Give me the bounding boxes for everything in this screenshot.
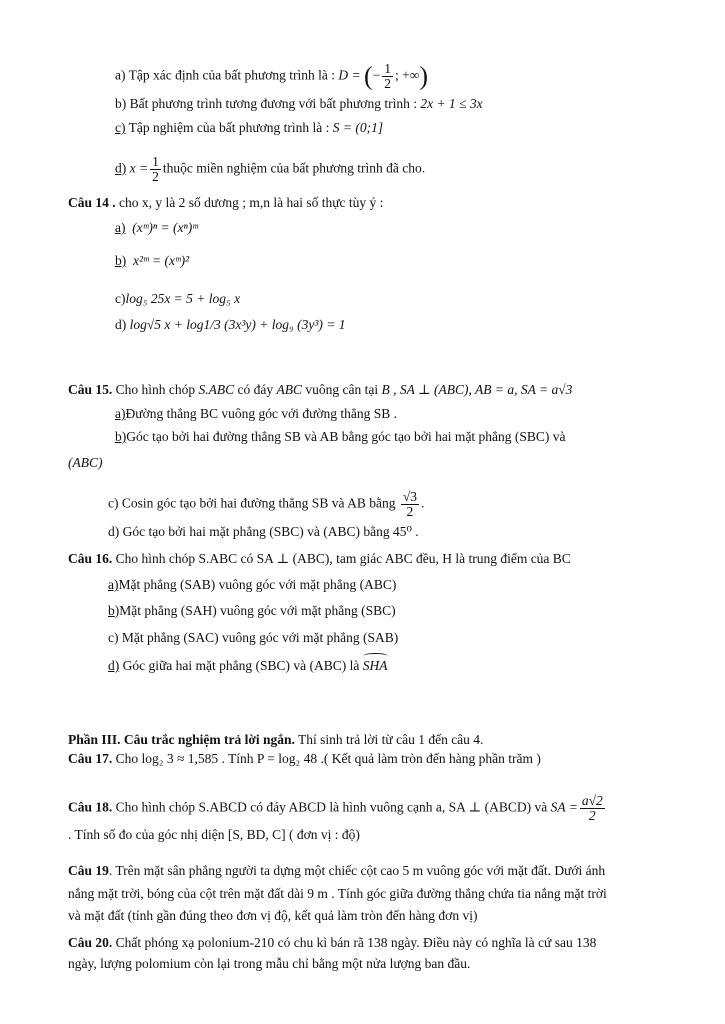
q13-d	[115, 155, 425, 184]
q14-b	[115, 252, 189, 270]
q13-d-num: 1	[152, 154, 159, 169]
q16-c-text: c) Mặt phẳng (SAC) vuông góc với mặt phẳng (SAB)	[108, 630, 399, 645]
q16-d-label: d)	[108, 658, 120, 673]
q15-c: c) Cosin góc tạo bởi hai đường thẳng SB và AB bằng $\frac{√3}{2}$ .	[108, 489, 425, 519]
q19-line1	[68, 862, 605, 880]
q14-text: cho x, y là 2 số dương ; m,n là hai số thực tùy ý :	[119, 195, 384, 210]
q14-b-math: x²ᵐ = (xᵐ)²	[133, 253, 190, 268]
q16-a	[108, 576, 396, 594]
q14-a	[115, 219, 198, 237]
q16-d-angle: SHA	[362, 658, 388, 673]
q14-title: Câu 14 .	[68, 195, 116, 210]
q13-b-text: b) Bất phương trình tương đương với bất phương trình :	[115, 96, 417, 111]
q13-b	[115, 95, 483, 113]
q14-c-math: log₅ 25x = 5 + log₅ x	[125, 291, 241, 306]
q15-a	[115, 405, 397, 423]
q19-line2	[68, 885, 607, 903]
q13-c-math: S = (0;1]	[332, 120, 384, 135]
q20-line1	[68, 934, 596, 952]
q13-a-minus: −	[372, 67, 381, 83]
q15-math2: ABC	[276, 382, 302, 397]
q15-d-text: d) Góc tạo bởi hai mặt phẳng (SBC) và (ABC) bằng 45⁰ .	[108, 524, 419, 539]
q15-a-label: a)	[115, 406, 126, 421]
q14-c	[115, 290, 240, 308]
q19-line3-text: và mặt đất (tính gần đúng theo đơn vị độ, kết quả làm tròn đến hàng đơn vị)	[68, 908, 478, 923]
q15-b-cont	[68, 454, 103, 472]
q14-d-label: d)	[115, 317, 127, 332]
q14-d	[115, 316, 345, 334]
q13-a-post: ; +∞	[395, 67, 420, 83]
q14-d-math: log√5 x + log1/3 (3x³y) + log₉ (3y³) = 1	[129, 317, 346, 332]
q15-c-fraction	[401, 490, 419, 519]
q16-b	[108, 602, 396, 620]
q15-b	[115, 428, 566, 446]
q19-line2-text: nắng mặt trời, bóng của cột trên mặt đất dài 9 m . Tính góc giữa đường thẳng chứa tia nắng mặt trời	[68, 886, 607, 901]
q15-a-text: Đường thẳng BC vuông góc với đường thẳng SB .	[125, 406, 398, 421]
q14-b-label: b)	[115, 253, 127, 268]
q17-title: Câu 17.	[68, 751, 113, 766]
q16-title: Câu 16.	[68, 551, 113, 566]
q13-a-den: 2	[384, 76, 392, 91]
q15-c-text: c) Cosin góc tạo bởi hai đường thẳng SB và AB bằng	[108, 495, 396, 511]
q15-math3: B , SA ⊥ (ABC), AB = a, SA = a√3	[381, 382, 573, 397]
q16-d	[108, 657, 388, 675]
q13-d-fraction	[150, 155, 161, 184]
q15-b-cont-text: (ABC)	[68, 455, 103, 470]
q14-header	[68, 194, 383, 212]
q19-line3	[68, 907, 477, 925]
q20-line1-text: Chất phóng xạ polonium-210 có chu kì bán rã 138 ngày. Điều này có nghĩa là cứ sau 138	[115, 935, 597, 950]
q16-a-label: a)	[108, 577, 119, 592]
q20-line2-text: ngày, lượng polomium còn lại trong mẫu chỉ bằng một nửa lượng ban đầu.	[68, 956, 471, 971]
q14-c-label: c)	[115, 291, 126, 306]
q14-a-math: (xᵐ)ⁿ = (xⁿ)ᵐ	[132, 220, 198, 235]
q18	[68, 794, 607, 823]
q14-a-label: a)	[115, 220, 126, 235]
q15-c-num: √3	[402, 489, 417, 504]
q15-b-text: Góc tạo bởi hai đường thẳng SB và AB bằng góc tạo bởi hai mặt phẳng (SBC) và	[126, 429, 566, 444]
q13-a-text: a) Tập xác định của bất phương trình là :	[115, 67, 336, 83]
q15-d	[108, 523, 419, 541]
q16-b-label: b	[108, 603, 115, 618]
q16-text: Cho hình chóp S.ABC có SA ⊥ (ABC), tam giác ABC đều, H là trung điểm của BC	[115, 551, 571, 566]
q20-title: Câu 20.	[68, 935, 113, 950]
q13-d-label: d)	[115, 160, 127, 176]
q15-text2: có đáy	[237, 382, 274, 397]
q17-text: Cho log₂ 3 ≈ 1,585 . Tính P = log₂ 48 .( Kết quả làm tròn đến hàng phần trăm )	[115, 751, 541, 766]
q20-line2	[68, 955, 470, 973]
q13-a-fraction	[382, 62, 393, 91]
q13-a-num: 1	[384, 61, 392, 76]
q13-d-den: 2	[152, 169, 159, 184]
q19-line1-text: . Trên mặt sân phẳng người ta dựng một chiếc cột cao 5 m vuông góc với mặt đất. Dưới ánh	[108, 863, 606, 878]
part3-text: Thí sinh trả lời từ câu 1 đến câu 4.	[298, 732, 484, 747]
q18-line2	[68, 826, 360, 844]
q15-text: Cho hình chóp	[115, 382, 196, 397]
q18-sa: SA =	[550, 799, 578, 815]
q18-sa-fraction	[580, 794, 605, 823]
q15-b-label: b)	[115, 429, 127, 444]
q13-a-paren-open: (	[364, 61, 373, 91]
q13-c	[115, 119, 383, 137]
q13-c-label: c)	[115, 120, 126, 135]
q15-c-den: 2	[406, 504, 414, 519]
q15-math1: S.ABC	[198, 382, 235, 397]
q16-c	[108, 629, 398, 647]
q13-c-text: Tập nghiệm của bất phương trình là :	[128, 120, 330, 135]
q13-a-math: D =	[338, 67, 361, 83]
part3-title: Phần III. Câu trắc nghiệm trả lời ngắn.	[68, 732, 295, 747]
q18-title: Câu 18.	[68, 799, 113, 815]
q18-sa-den: 2	[588, 808, 596, 823]
q15-text3: vuông cân tại	[305, 382, 379, 397]
q19-title: Câu 19	[68, 863, 109, 878]
q18-sa-num: a√2	[581, 793, 603, 808]
q13-a	[115, 62, 428, 91]
q16-b-text: )Mặt phẳng (SAH) vuông góc với mặt phẳng (SBC)	[114, 603, 396, 618]
part3-header	[68, 731, 483, 749]
q13-d-text: thuộc miền nghiệm của bất phương trình đã cho.	[162, 160, 426, 176]
q16-a-text: Mặt phẳng (SAB) vuông góc với mặt phẳng (ABC)	[118, 577, 397, 592]
q13-d-math: x =	[129, 160, 149, 176]
q18-text: Cho hình chóp S.ABCD có đáy ABCD là hình vuông cạnh a, SA ⊥ (ABCD) và	[115, 799, 548, 815]
q17	[68, 750, 541, 768]
q13-b-math: 2x + 1 ≤ 3x	[420, 96, 483, 111]
q15-title: Câu 15.	[68, 382, 113, 397]
q16-d-text: Góc giữa hai mặt phẳng (SBC) và (ABC) là	[122, 658, 360, 673]
q16-header	[68, 550, 571, 568]
q18-line2-text: . Tính số đo của góc nhị diện [S, BD, C] ( đơn vị : độ)	[68, 827, 360, 842]
q15-header	[68, 381, 572, 399]
q13-a-paren-close: )	[419, 61, 429, 91]
